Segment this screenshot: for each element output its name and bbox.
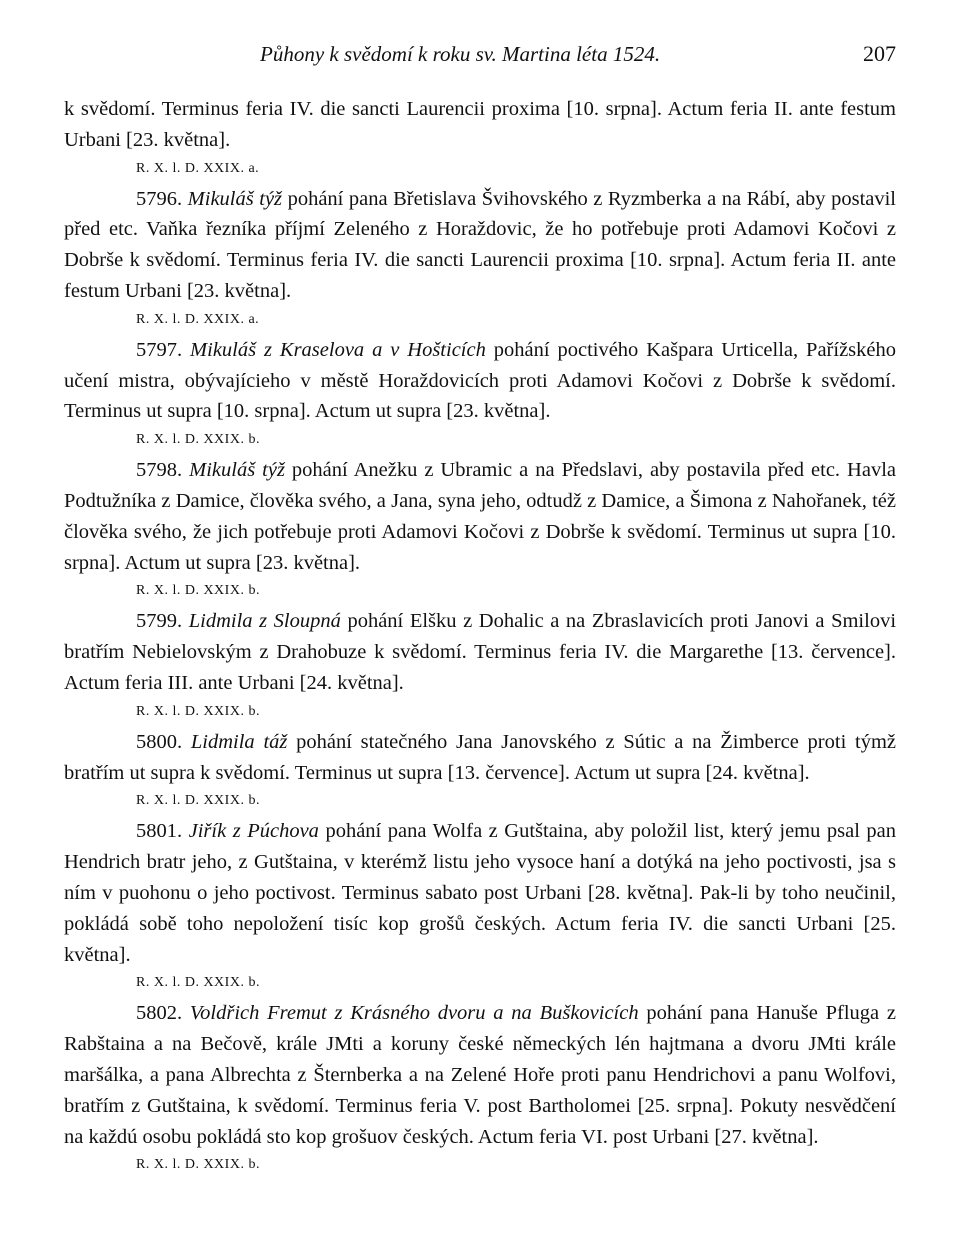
entry-5802 — [64, 998, 896, 1152]
entry-number: 5798. — [136, 459, 183, 482]
source-reference: R. X. l. D. XXIX. b. — [136, 975, 260, 991]
entry-5800 — [64, 727, 896, 789]
entry-number: 5799. — [136, 610, 183, 633]
entry-number: 5796. — [136, 187, 183, 210]
entry-text: pohání Elšku z Dohalic a na Zbraslavicích proti Janovi a Smilovi bratřím Nebielovským z Drahobuze k svědomí. Terminus feria IV. die Margarethe [13. července]. Actum feria III. ante Urbani [24. května]. — [64, 610, 897, 694]
source-reference: R. X. l. D. XXIX. b. — [136, 432, 260, 448]
entry-number: 5801. — [136, 820, 183, 843]
entry-text: pohání statečného Jana Janovského z Sútic a na Žimberce proti týmž bratřím ut supra k svědomí. Terminus ut supra [13. července]. Actum ut supra [24. května]. — [64, 730, 897, 784]
entry-name: Jiřík z Púchova — [188, 820, 319, 843]
text-body — [64, 94, 896, 1178]
entry-5797 — [64, 335, 896, 427]
entry-number: 5800. — [136, 730, 183, 753]
entry-name: Mikuláš z Kraselova a v Hošticích — [190, 338, 486, 361]
source-reference: R. X. l. D. XXIX. a. — [136, 311, 260, 327]
entry-5796 — [64, 184, 896, 307]
source-reference: R. X. l. D. XXIX. a. — [136, 160, 260, 176]
entry-text: pohání poctivého Kašpara Urticella, Pařížského učení mistra, obývajícieho v městě Horaždovicích proti Adamovi Kočovi z Dobrše k svědomí. Terminus ut supra [10. srpna]. Actum ut supra [23. května]. — [64, 338, 896, 423]
entry-name: Mikuláš týž — [189, 459, 285, 482]
intro-paragraph: k svědomí. Terminus feria IV. die sancti Laurencii proxima [10. srpna]. Actum feria II. ante festum Urbani [23. května]. — [64, 98, 896, 151]
entry-5801 — [64, 816, 896, 970]
entry-text: pohání Anežku z Ubramic a na Předslavi, aby postavila před etc. Havla Podtužníka z Damice, člověka svého, a Jana, syna jeho, odtudž z Damice, a Šimona z Nahořanek, též člověka svého, že jich potřebuje proti Adamovi Kočovi z Dobrše k svědomí. Terminus ut supra [10. srpna]. Actum ut supra [23. května]. — [64, 459, 896, 574]
entry-name: Lidmila z Sloupná — [188, 610, 341, 633]
page-number: 207 — [863, 41, 896, 66]
entry-number: 5797. — [136, 338, 183, 361]
entry-number: 5802. — [136, 1002, 183, 1025]
page-header — [64, 36, 896, 72]
running-title: Půhony k svědomí k roku sv. Martina léta 1524. — [260, 42, 661, 66]
source-reference: R. X. l. D. XXIX. b. — [136, 583, 260, 599]
entry-text: pohání pana Wolfa z Gutštaina, aby položil list, který jemu psal pan Hendrich bratr jeho, z Gutštaina, v kterémž listu jeho vysoce haní a dotýká na jeho poctivosti, jsa s ním v puohonu o jeho poctivost. Terminus sabato post Urbani [28. května]. Pak-li by toho neučinil, pokládá sobě toho nepoložení tisíc kop grošů českých. Actum feria IV. die sancti Urbani [25. května]. — [64, 820, 897, 966]
entry-5799 — [64, 606, 896, 698]
source-reference: R. X. l. D. XXIX. b. — [136, 703, 260, 719]
entry-name: Lidmila táž — [190, 730, 288, 753]
entry-5798 — [64, 455, 896, 578]
source-reference: R. X. l. D. XXIX. b. — [136, 1157, 260, 1173]
source-reference: R. X. l. D. XXIX. b. — [136, 793, 260, 809]
page — [64, 36, 896, 1178]
entry-name: Voldřich Fremut z Krásného dvoru a na Buškovicích — [189, 1002, 639, 1025]
entry-name: Mikuláš týž — [187, 187, 283, 210]
entry-text: pohání pana Břetislava Švihovského z Ryzmberka a na Rábí, aby postavil před etc. Vaňka řezníka příjmí Zeleného z Horaždovic, že ho potřebuje proti Adamovi Kočovi z Dobrše k svědomí. Terminus feria IV. die sancti Laurencii proxima [10. srpna]. Actum feria II. ante festum Urbani [23. května]. — [64, 187, 897, 302]
entry-text: pohání pana Hanuše Pfluga z Rabštaina a na Bečově, krále JMti a koruny české německých lén hajtmana a dvoru JMti krále maršálka, a pana Albrechta z Šternberka a na Zelené Hoře proti panu Hendrichovi a panu Wolfovi, bratřím z Gutštaina, k svědomí. Terminus feria V. post Bartholomei [25. srpna]. Pokuty nesvědčení na každú osobu pokládá sto kop grošuov českých. Actum feria VI. post Urbani [27. května]. — [64, 1002, 897, 1148]
